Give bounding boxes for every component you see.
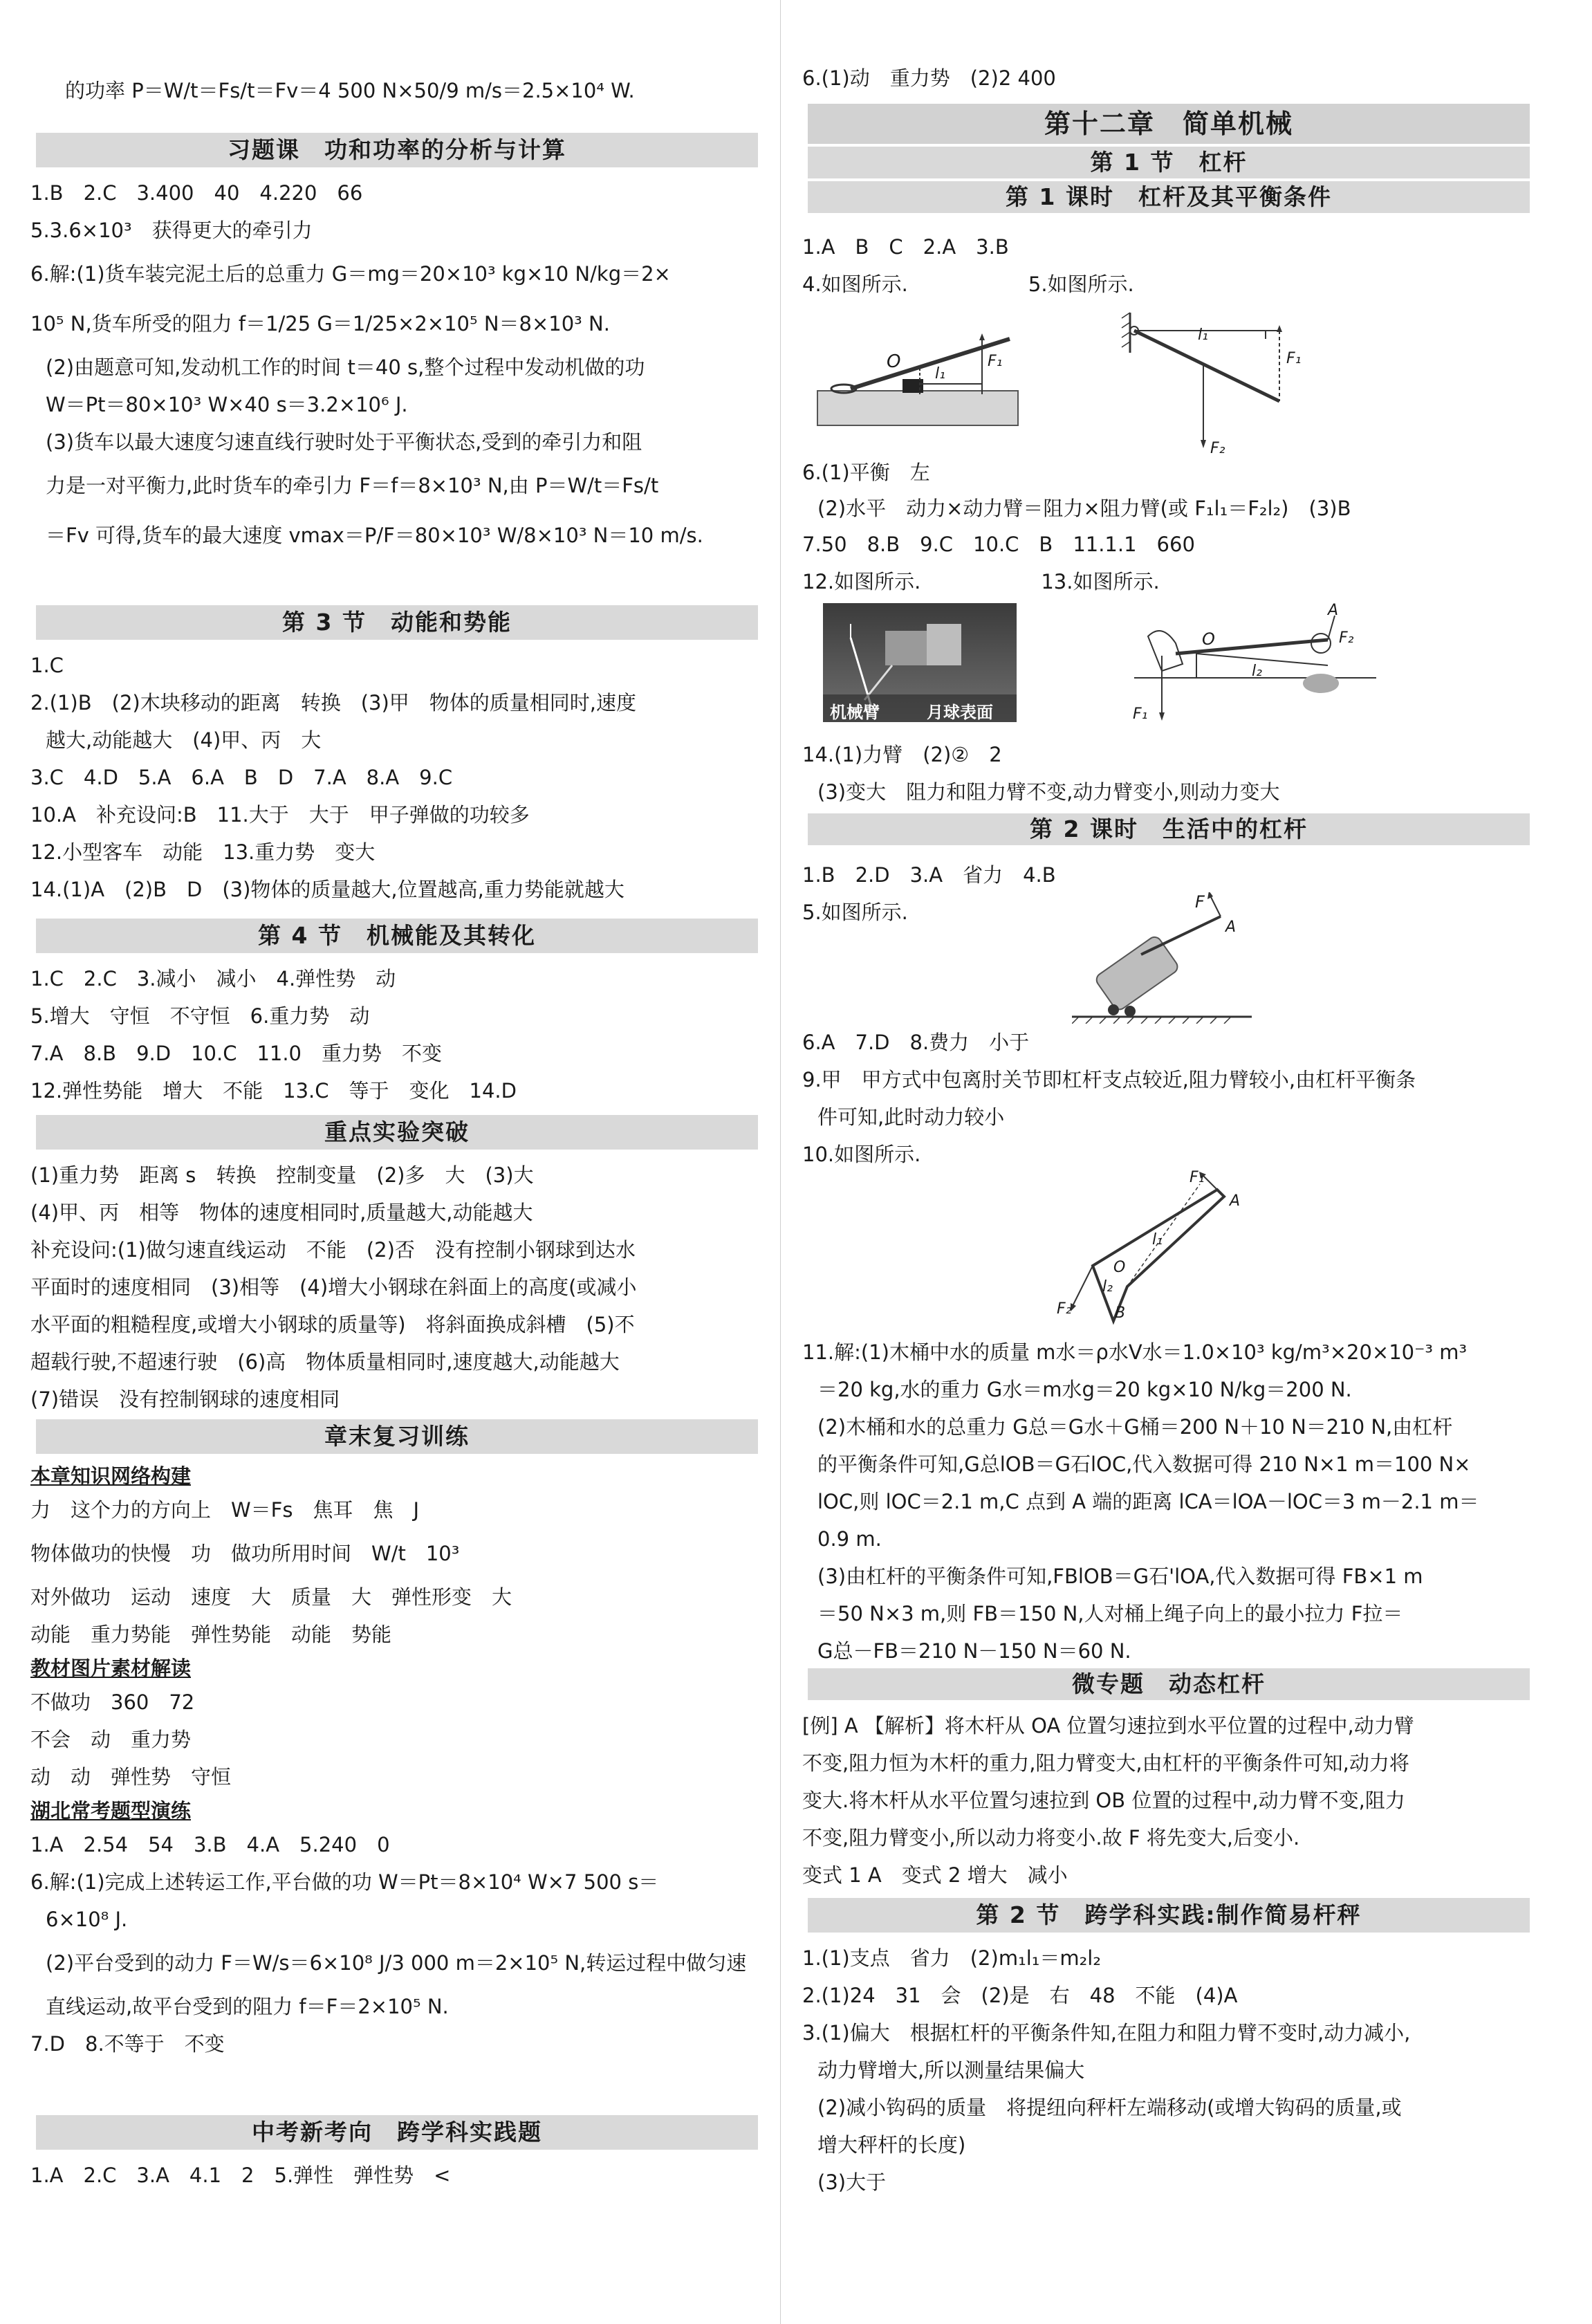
figure-5-lever — [1120, 311, 1342, 463]
label-o: O — [1202, 629, 1215, 649]
section-title-lever: 第 1 节 杠杆 — [808, 147, 1530, 178]
figure-13-lever — [1120, 602, 1383, 726]
label-f2: F₂ — [1057, 1300, 1072, 1318]
micro-topic-answers — [802, 1707, 1535, 1894]
answer-line: 6.解:(1)货车装完泥土后的总重力 G＝mg＝20×10³ kg×10 N/kg＝2× — [30, 262, 671, 286]
answer-line: 12.小型客车 动能 13.重力势 变大 — [30, 840, 376, 864]
answer-line: 动能 重力势能 弹性势能 动能 势能 — [30, 1623, 392, 1646]
answer-line: 2.(1)B (2)木块移动的距离 转换 (3)甲 物体的质量相同时,速度 — [30, 691, 637, 714]
answer-line: 水平面的粗糙程度,或增大小钢球的质量等) 将斜面换成斜槽 (5)不 — [30, 1313, 635, 1336]
label-f1: F₁ — [1286, 350, 1302, 367]
answer-line: 直线运动,故平台受到的阻力 f＝F＝2×10⁵ N. — [46, 1995, 449, 2018]
caption-robot-arm: 机械臂 — [830, 703, 880, 722]
chapter-title: 第十二章 简单机械 — [808, 104, 1530, 144]
label-a: A — [1225, 919, 1237, 936]
answer-line: (2)木桶和水的总重力 G总＝G水＋G桶＝200 N＋10 N＝210 N,由杠杆 — [817, 1415, 1453, 1439]
answer-line: ＝20 kg,水的重力 G水＝m水g＝20 kg×10 N/kg＝200 N. — [817, 1378, 1352, 1401]
section-title-exercise: 习题课 功和功率的分析与计算 — [36, 133, 758, 167]
answer-line: 平面时的速度相同 (3)相等 (4)增大小钢球在斜面上的高度(或减小 — [30, 1275, 637, 1299]
answer-line: 的平衡条件可知,G总lOB＝G石lOC,代入数据可得 210 N×1 m＝100 N× — [817, 1452, 1471, 1476]
figure-luggage-lever — [1072, 892, 1279, 1024]
answer-line: 动力臂增大,所以测量结果偏大 — [817, 2058, 1085, 2082]
answer-line: 5.3.6×10³ 获得更大的牵引力 — [30, 219, 313, 242]
section-title-mechanical-energy: 第 4 节 机械能及其转化 — [36, 919, 758, 953]
answer-line: 1.A 2.54 54 3.B 4.A 5.240 0 — [30, 1833, 390, 1856]
answer-line: 不变,阻力恒为木杆的重力,阻力臂变大,由杠杆的平衡条件可知,动力将 — [802, 1751, 1409, 1775]
answer-line: 1.C 2.C 3.减小 减小 4.弹性势 动 — [30, 967, 396, 990]
answer-line: 7.50 8.B 9.C 10.C B 11.1.1 660 — [802, 533, 1195, 556]
kinetic-answers — [30, 647, 763, 908]
label-b: B — [1115, 1304, 1126, 1322]
answer-line: 越大,动能越大 (4)甲、丙 大 — [46, 728, 322, 752]
answer-line: 7.A 8.B 9.D 10.C 11.0 重力势 不变 — [30, 1042, 443, 1065]
answer-line: (3)货车以最大速度匀速直线行驶时处于平衡状态,受到的牵引力和阻 — [46, 430, 642, 454]
label-f1: F₁ — [1190, 1169, 1205, 1186]
section-title-key-experiment: 重点实验突破 — [36, 1115, 758, 1150]
answer-line: 增大秤杆的长度) — [817, 2133, 966, 2157]
lesson1-answers-c — [802, 736, 1535, 811]
lesson-title-1: 第 1 课时 杠杆及其平衡条件 — [808, 181, 1530, 213]
answer-line: 2.(1)24 31 会 (2)是 右 48 不能 (4)A — [802, 1984, 1238, 2007]
lesson-title-2: 第 2 课时 生活中的杠杆 — [808, 813, 1530, 845]
answer-line: 0.9 m. — [817, 1527, 882, 1551]
answer-line: (2)水平 动力×动力臂＝阻力×阻力臂(或 F₁l₁＝F₂l₂) (3)B — [817, 497, 1351, 520]
answer-line: (2)减小钩码的质量 将提纽向秤杆左端移动(或增大钩码的质量,或 — [817, 2096, 1402, 2119]
key-experiment-answers — [30, 1156, 763, 1418]
caption-moon-surface: 月球表面 — [927, 703, 993, 722]
answer-line: (3)变大 阻力和阻力臂不变,动力臂变小,则动力变大 — [817, 780, 1280, 804]
answer-line: 4.如图所示. 5.如图所示. — [802, 273, 1134, 296]
answer-line: 1.A 2.C 3.A 4.1 2 5.弹性 弹性势 < — [30, 2164, 451, 2187]
section-title-micro-topic: 微专题 动态杠杆 — [808, 1668, 1530, 1700]
label-l2: l₂ — [1252, 663, 1262, 680]
subheading-textbook-images: 教材图片素材解读 — [30, 1657, 192, 1680]
answer-line: (3)由杠杆的平衡条件可知,FBlOB＝G石'lOA,代入数据可得 FB×1 m — [817, 1565, 1423, 1588]
intro-line: 的功率 P＝W/t＝Fs/t＝Fv＝4 500 N×50/9 m/s＝2.5×10⁴ W. — [65, 79, 635, 102]
answer-line: 1.C — [30, 654, 64, 677]
section-title-steelyard: 第 2 节 跨学科实践:制作简易杆秤 — [808, 1898, 1530, 1933]
answer-line: 3.C 4.D 5.A 6.A B D 7.A 8.A 9.C — [30, 766, 453, 789]
answer-line: lOC,则 lOC＝2.1 m,C 点到 A 端的距离 lCA＝lOA－lOC＝3 m－2.1 m＝ — [817, 1490, 1479, 1513]
answer-line: ＝50 N×3 m,则 FB＝150 N,人对桶上绳子向上的最小拉力 F拉＝ — [817, 1602, 1403, 1625]
answer-line: (2)由题意可知,发动机工作的时间 t＝40 s,整个过程中发动机做的功 — [46, 356, 645, 379]
answer-line: (2)平台受到的动力 F＝W/s＝6×10⁸ J/3 000 m＝2×10⁵ N,转运过程中做匀速 — [46, 1951, 747, 1975]
lesson1-answers-b — [802, 454, 1535, 600]
answer-line: 6×10⁸ J. — [46, 1908, 128, 1931]
label-f1: F₁ — [1133, 706, 1148, 723]
answer-line: 7.D 8.不等于 不变 — [30, 2032, 225, 2056]
answer-line: 6.解:(1)完成上述转运工作,平台做的功 W＝Pt＝8×10⁴ W×7 500 s＝ — [30, 1870, 659, 1894]
lesson1-answers-a — [802, 228, 1535, 303]
mechanical-energy-answers — [30, 960, 763, 1109]
answer-line: 件可知,此时动力较小 — [817, 1105, 1005, 1129]
answer-line: 对外做功 运动 速度 大 质量 大 弹性形变 大 — [30, 1585, 512, 1609]
answer-line: (3)大于 — [817, 2170, 887, 2194]
chapter-review — [30, 1461, 763, 2063]
answer-line: W＝Pt＝80×10³ W×40 s＝3.2×10⁶ J. — [46, 393, 408, 416]
answer-line: (4)甲、丙 相等 物体的速度相同时,质量越大,动能越大 — [30, 1201, 533, 1224]
section-title-kinetic: 第 3 节 动能和势能 — [36, 605, 758, 640]
answer-line: 9.甲 甲方式中包离肘关节即杠杆支点较近,阻力臂较小,由杠杆平衡条 — [802, 1068, 1416, 1091]
exam-direction-answers — [30, 2157, 763, 2194]
label-o: O — [1113, 1259, 1126, 1276]
label-l2: l₂ — [1102, 1278, 1113, 1295]
answer-line: 变大.将木杆从水平位置匀速拉到 OB 位置的过程中,动力臂不变,阻力 — [802, 1789, 1405, 1812]
answer-line: (7)错误 没有控制钢球的速度相同 — [30, 1387, 340, 1411]
answer-line: 12.如图所示. 13.如图所示. — [802, 570, 1160, 593]
answer-line: 力 这个力的方向上 W＝Fs 焦耳 焦 J — [30, 1498, 420, 1522]
label-f1: F₁ — [988, 353, 1003, 370]
lesson2-answers-c — [802, 1334, 1535, 1670]
answer-line: 6.(1)平衡 左 — [802, 461, 930, 484]
answer-line: 6.A 7.D 8.费力 小于 — [802, 1031, 1030, 1054]
figure-10-lever — [1051, 1169, 1272, 1328]
answer-line: 不变,阻力臂变小,所以动力将变小.故 F 将先变大,后变小. — [802, 1826, 1300, 1850]
continued-answer: 6.(1)动 重力势 (2)2 400 — [802, 66, 1056, 90]
exercise-answers — [30, 174, 763, 560]
answer-line: 物体做功的快慢 功 做功所用时间 W/t 10³ — [30, 1542, 460, 1565]
answer-line: 5.增大 守恒 不守恒 6.重力势 动 — [30, 1004, 370, 1028]
section-title-exam-direction: 中考新考向 跨学科实践题 — [36, 2115, 758, 2150]
figure-4-lever — [816, 325, 1024, 429]
answer-line: 力是一对平衡力,此时货车的牵引力 F＝f＝8×10³ N,由 P＝W/t＝Fs/t — [46, 474, 659, 497]
answer-line: 变式 1 A 变式 2 增大 减小 — [802, 1863, 1068, 1887]
steelyard-answers — [802, 1939, 1535, 2201]
answer-line: 补充设问:(1)做匀速直线运动 不能 (2)否 没有控制小钢球到达水 — [30, 1238, 636, 1262]
answer-line: G总－FB＝210 N－150 N＝60 N. — [817, 1639, 1131, 1663]
answer-line: 不做功 360 72 — [30, 1690, 195, 1714]
column-divider — [780, 0, 781, 2324]
answer-line: 10.如图所示. — [802, 1143, 921, 1166]
lesson2-answers-b — [802, 1024, 1535, 1173]
answer-line: 1.B 2.D 3.A 省力 4.B — [802, 863, 1056, 887]
label-f2: F₂ — [1339, 629, 1354, 647]
figure-12-photo — [823, 603, 1017, 722]
answer-line: 14.(1)A (2)B D (3)物体的质量越大,位置越高,重力势能就越大 — [30, 878, 624, 901]
answer-line: 1.(1)支点 省力 (2)m₁l₁＝m₂l₂ — [802, 1946, 1101, 1970]
label-a: A — [1328, 602, 1339, 619]
label-o: O — [887, 351, 901, 372]
answer-line: 1.A B C 2.A 3.B — [802, 235, 1009, 259]
answer-line: (1)重力势 距离 s 转换 控制变量 (2)多 大 (3)大 — [30, 1163, 534, 1187]
label-l1: l₁ — [1198, 326, 1208, 344]
answer-line: 3.(1)偏大 根据杠杆的平衡条件知,在阻力和阻力臂不变时,动力减小, — [802, 2021, 1411, 2045]
label-l1: l₁ — [1152, 1231, 1163, 1248]
answer-line: 动 动 弹性势 守恒 — [30, 1765, 232, 1789]
answer-line: 1.B 2.C 3.400 40 4.220 66 — [30, 181, 363, 205]
answer-line: 11.解:(1)木桶中水的质量 m水＝ρ水V水＝1.0×10³ kg/m³×20×10⁻³ m³ — [802, 1340, 1468, 1364]
answer-line: ＝Fv 可得,货车的最大速度 vmax＝P/F＝80×10³ W/8×10³ N＝10 m/s. — [46, 524, 703, 547]
label-l1: l₁ — [935, 365, 945, 382]
answer-line: [例] A 【解析】将木杆从 OA 位置匀速拉到水平位置的过程中,动力臂 — [802, 1714, 1414, 1737]
answer-line: 14.(1)力臂 (2)② 2 — [802, 743, 1002, 766]
answer-line: 5.如图所示. — [802, 901, 908, 924]
label-a: A — [1230, 1192, 1241, 1210]
answer-line: 超载行驶,不超速行驶 (6)高 物体质量相同时,速度越大,动能越大 — [30, 1350, 620, 1374]
answer-line: 不会 动 重力势 — [30, 1728, 192, 1751]
answer-line: 12.弹性势能 增大 不能 13.C 等于 变化 14.D — [30, 1079, 517, 1103]
subheading-hubei-practice: 湖北常考题型演练 — [30, 1799, 192, 1823]
answer-line: 10⁵ N,货车所受的阻力 f＝1/25 G＝1/25×2×10⁵ N＝8×10³ N. — [30, 312, 610, 335]
label-f: F — [1195, 892, 1205, 912]
label-f2: F₂ — [1210, 440, 1225, 457]
answer-line: 10.A 补充设问:B 11.大于 大于 甲子弹做的功较多 — [30, 803, 530, 827]
subheading-knowledge-network: 本章知识网络构建 — [30, 1464, 192, 1488]
section-title-chapter-review: 章末复习训练 — [36, 1419, 758, 1454]
